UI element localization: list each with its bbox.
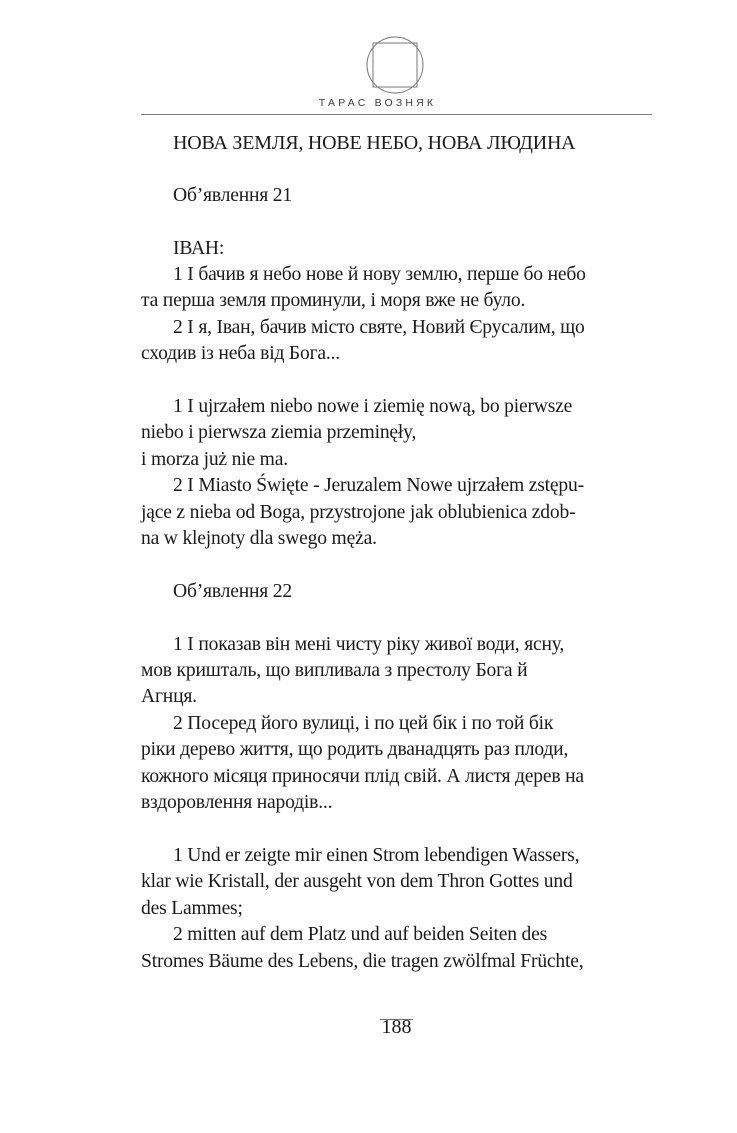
text-line: jące z nieba od Boga, przystrojone jak oblubienica zdob- bbox=[141, 501, 576, 523]
text-line: вздоровлення народів... bbox=[141, 792, 333, 814]
text-line: сходив із неба від Бога... bbox=[141, 343, 340, 365]
text-line: 2 I Miasto Święte - Jeruzalem Nowe ujrzałem zstępu- bbox=[173, 475, 584, 497]
text-line: 1 I ujrzałem niebo nowe i ziemię nową, bo pierwsze bbox=[173, 396, 573, 418]
text-line: i morza już nie ma. bbox=[141, 448, 288, 470]
text-line: 1 Und er zeigte mir einen Strom lebendigen Wassers, bbox=[173, 844, 580, 866]
section-heading-22: Об’явлення 22 bbox=[173, 580, 292, 602]
text-line: Агнця. bbox=[141, 686, 197, 708]
text-line: des Lammes; bbox=[141, 897, 243, 919]
text-line: 2 Посеред його вулиці, і по цей бік і по той бік bbox=[173, 712, 554, 734]
text-line: 1 І бачив я небо нове й нову землю, перше бо небо bbox=[173, 264, 586, 285]
body-text bbox=[141, 130, 659, 975]
running-head: ТАРАС ВОЗНЯК bbox=[318, 97, 437, 109]
text-line: 2 mitten auf dem Platz und auf beiden Seiten des bbox=[173, 924, 548, 946]
text-line: niebo i pierwsza ziemia przeminęły, bbox=[141, 422, 417, 444]
text-line: klar wie Kristall, der ausgeht von dem Thron Gottes und bbox=[141, 871, 573, 893]
text-line: ріки дерево життя, що родить дванадцять раз плоди, bbox=[141, 739, 569, 761]
header-rule bbox=[141, 114, 652, 115]
square-in-circle-logo bbox=[365, 35, 425, 95]
text-line: 1 І показав він мені чисту ріку живої води, ясну, bbox=[173, 633, 565, 655]
text-line: 2 І я, Іван, бачив місто святе, Новий Єрусалим, що bbox=[173, 316, 585, 338]
text-line: na w klejnoty dla swego męża. bbox=[141, 528, 377, 550]
page-number: 188 bbox=[381, 1016, 412, 1038]
chapter-title: НОВА ЗЕМЛЯ, НОВЕ НЕБО, НОВА ЛЮДИНА bbox=[173, 132, 576, 154]
text-line: та перша земля проминули, і моря вже не було. bbox=[141, 290, 526, 312]
text-line: кожного місяця приносячи плід свій. А листя дерев на bbox=[141, 765, 584, 787]
section-heading-21: Об’явлення 21 bbox=[173, 184, 292, 206]
text-line: Stromes Bäume des Lebens, die tragen zwölfmal Früchte, bbox=[141, 950, 584, 972]
text-line: мов кришталь, що випливала з престолу Бога й bbox=[141, 660, 528, 682]
speaker-label: ІВАН: bbox=[173, 237, 225, 259]
